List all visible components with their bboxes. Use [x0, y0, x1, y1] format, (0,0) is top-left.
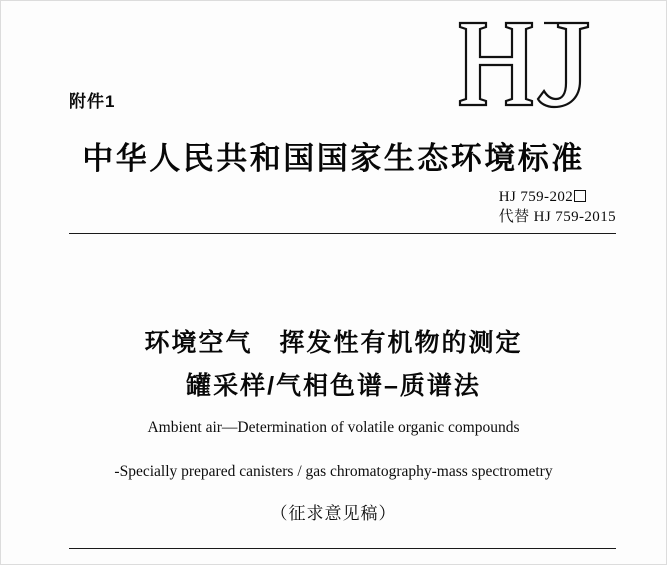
draft-status-note: （征求意见稿） [270, 504, 397, 523]
document-title-en-line1: Ambient air—Determination of volatile organic compounds [147, 419, 520, 436]
document-title-cn-line2: 罐采样/气相色谱–质谱法 [186, 372, 481, 400]
blank-box-icon [574, 190, 586, 202]
document-title-cn-line1: 环境空气 挥发性有机物的测定 [144, 329, 523, 357]
standard-number-block [499, 187, 616, 227]
standard-replaces: 代替 HJ 759-2015 [498, 209, 616, 225]
attachment-label: 附件1 [69, 92, 116, 111]
hj-logo [454, 15, 594, 111]
header-divider [69, 233, 616, 234]
standard-authority-title: 中华人民共和国国家生态环境标准 [82, 141, 585, 176]
document-title-en-line2: -Specially prepared canisters / gas chromatography-mass spectrometry [114, 463, 553, 480]
footer-divider [69, 548, 616, 549]
standard-number: HJ 759-202 [498, 189, 574, 205]
